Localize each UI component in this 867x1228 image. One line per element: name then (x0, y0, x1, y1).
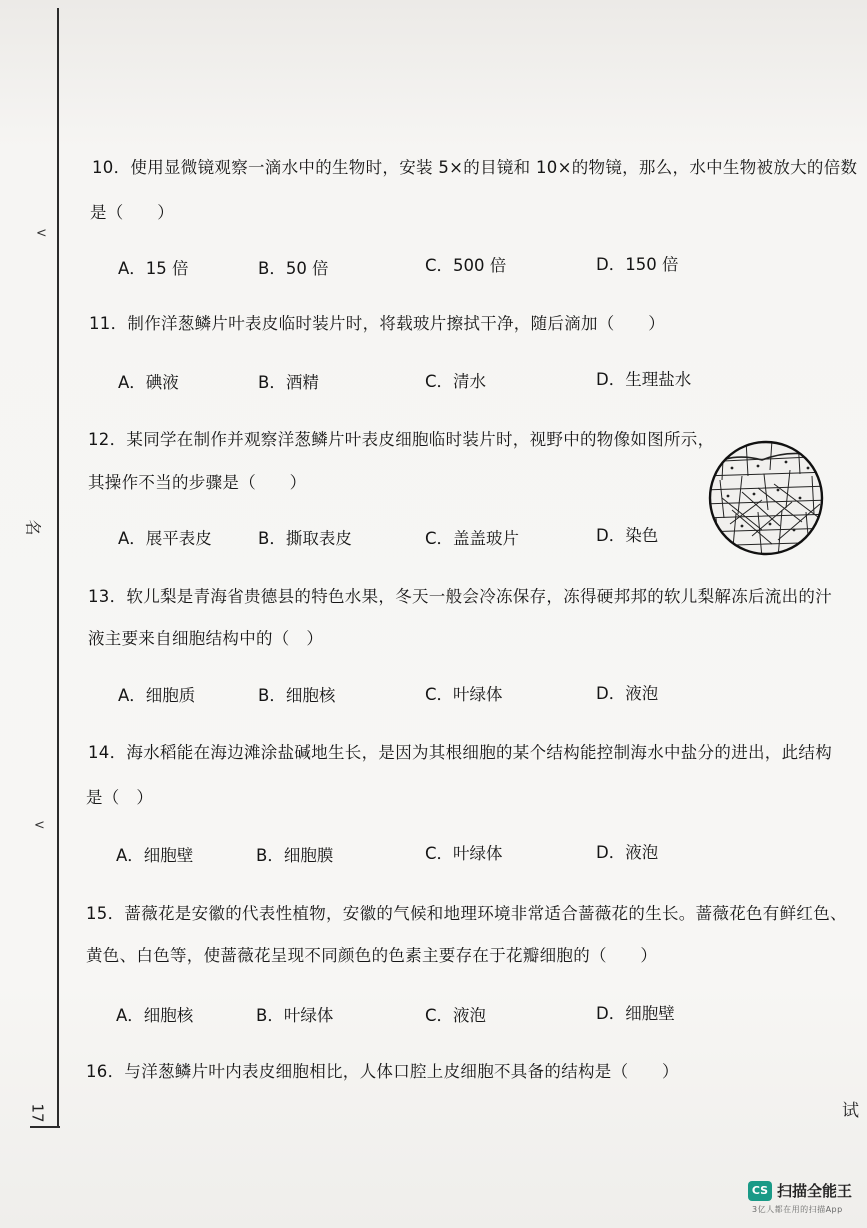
question-11-option-a: A．碘液 (118, 373, 179, 392)
margin-label: 名 (23, 519, 43, 536)
question-14-option-d: D．液泡 (596, 843, 659, 862)
question-14-text: 14．海水稻能在海边滩涂盐碱地生长，是因为其根细胞的某个结构能控制海水中盐分的进出，此结构 (88, 743, 832, 762)
question-13-text: 13．软儿梨是青海省贵德县的特色水果，冬天一般会冷冻保存，冻得硬邦邦的软儿梨解冻后流出的汁 (88, 587, 832, 606)
question-11-option-b: B．酒精 (258, 373, 319, 392)
question-15-text-cont: 黄色、白色等，使蔷薇花呈现不同颜色的色素主要存在于花瓣细胞的（ ） (86, 946, 658, 965)
question-14-option-a: A．细胞壁 (116, 846, 194, 865)
question-11-text: 11．制作洋葱鳞片叶表皮临时装片时，将载玻片擦拭干净，随后滴加（ ） (89, 314, 665, 333)
binding-line-end (30, 1126, 60, 1128)
question-13-option-c: C．叶绿体 (425, 685, 503, 704)
question-10-text: 10．使用显微镜观察一滴水中的生物时，安装 5×的目镜和 10×的物镜，那么，水中生物被放大的倍数 (92, 158, 858, 177)
question-10-text-cont: 是（ ） (90, 203, 174, 222)
page-edge-char: 试 (842, 1101, 859, 1121)
margin-label: 17 (28, 1103, 47, 1123)
question-12-text-cont: 其操作不当的步骤是（ ） (88, 473, 307, 492)
question-11-option-c: C．清水 (425, 372, 487, 391)
question-14-text-cont: 是（ ） (86, 788, 154, 807)
question-10-option-d: D．150 倍 (596, 255, 679, 274)
question-10-option-c: C．500 倍 (425, 256, 507, 275)
question-12-option-c: C．盖盖玻片 (425, 529, 520, 548)
binding-line (57, 8, 59, 1128)
question-13-option-d: D．液泡 (596, 684, 659, 703)
question-11-option-d: D．生理盐水 (596, 370, 692, 389)
question-15-option-a: A．细胞核 (116, 1006, 194, 1025)
question-13-option-a: A．细胞质 (118, 686, 196, 705)
question-13-option-b: B．细胞核 (258, 686, 336, 705)
question-14-option-c: C．叶绿体 (425, 844, 503, 863)
question-15-option-c: C．液泡 (425, 1006, 487, 1025)
question-12-option-b: B．撕取表皮 (258, 529, 352, 548)
question-13-text-cont: 液主要来自细胞结构中的（ ） (88, 629, 324, 648)
question-10-option-b: B．50 倍 (258, 259, 329, 278)
question-15-option-b: B．叶绿体 (256, 1006, 334, 1025)
question-14-option-b: B．细胞膜 (256, 846, 334, 865)
margin-mark: < (34, 818, 45, 833)
question-15-text: 15．蔷薇花是安徽的代表性植物，安徽的气候和地理环境非常适合蔷薇花的生长。蔷薇花色有鲜红色、 (86, 904, 847, 923)
question-12-option-a: A．展平表皮 (118, 529, 212, 548)
question-16-text: 16．与洋葱鳞片叶内表皮细胞相比，人体口腔上皮细胞不具备的结构是（ ） (86, 1062, 679, 1081)
scanner-tagline: 3亿人都在用的扫描App (752, 1205, 843, 1214)
margin-mark: < (36, 226, 47, 241)
scanner-app-name: 扫描全能王 (777, 1182, 853, 1200)
question-12-option-d: D．染色 (596, 526, 659, 545)
question-12-text: 12．某同学在制作并观察洋葱鳞片叶表皮细胞临时装片时，视野中的物像如图所示， (88, 430, 715, 449)
scanner-watermark (748, 1180, 852, 1201)
onion-cell-microscope-figure (702, 440, 832, 558)
question-15-option-d: D．细胞壁 (596, 1004, 675, 1023)
scanner-logo-icon: CS (748, 1181, 772, 1201)
question-10-option-a: A．15 倍 (118, 259, 189, 278)
